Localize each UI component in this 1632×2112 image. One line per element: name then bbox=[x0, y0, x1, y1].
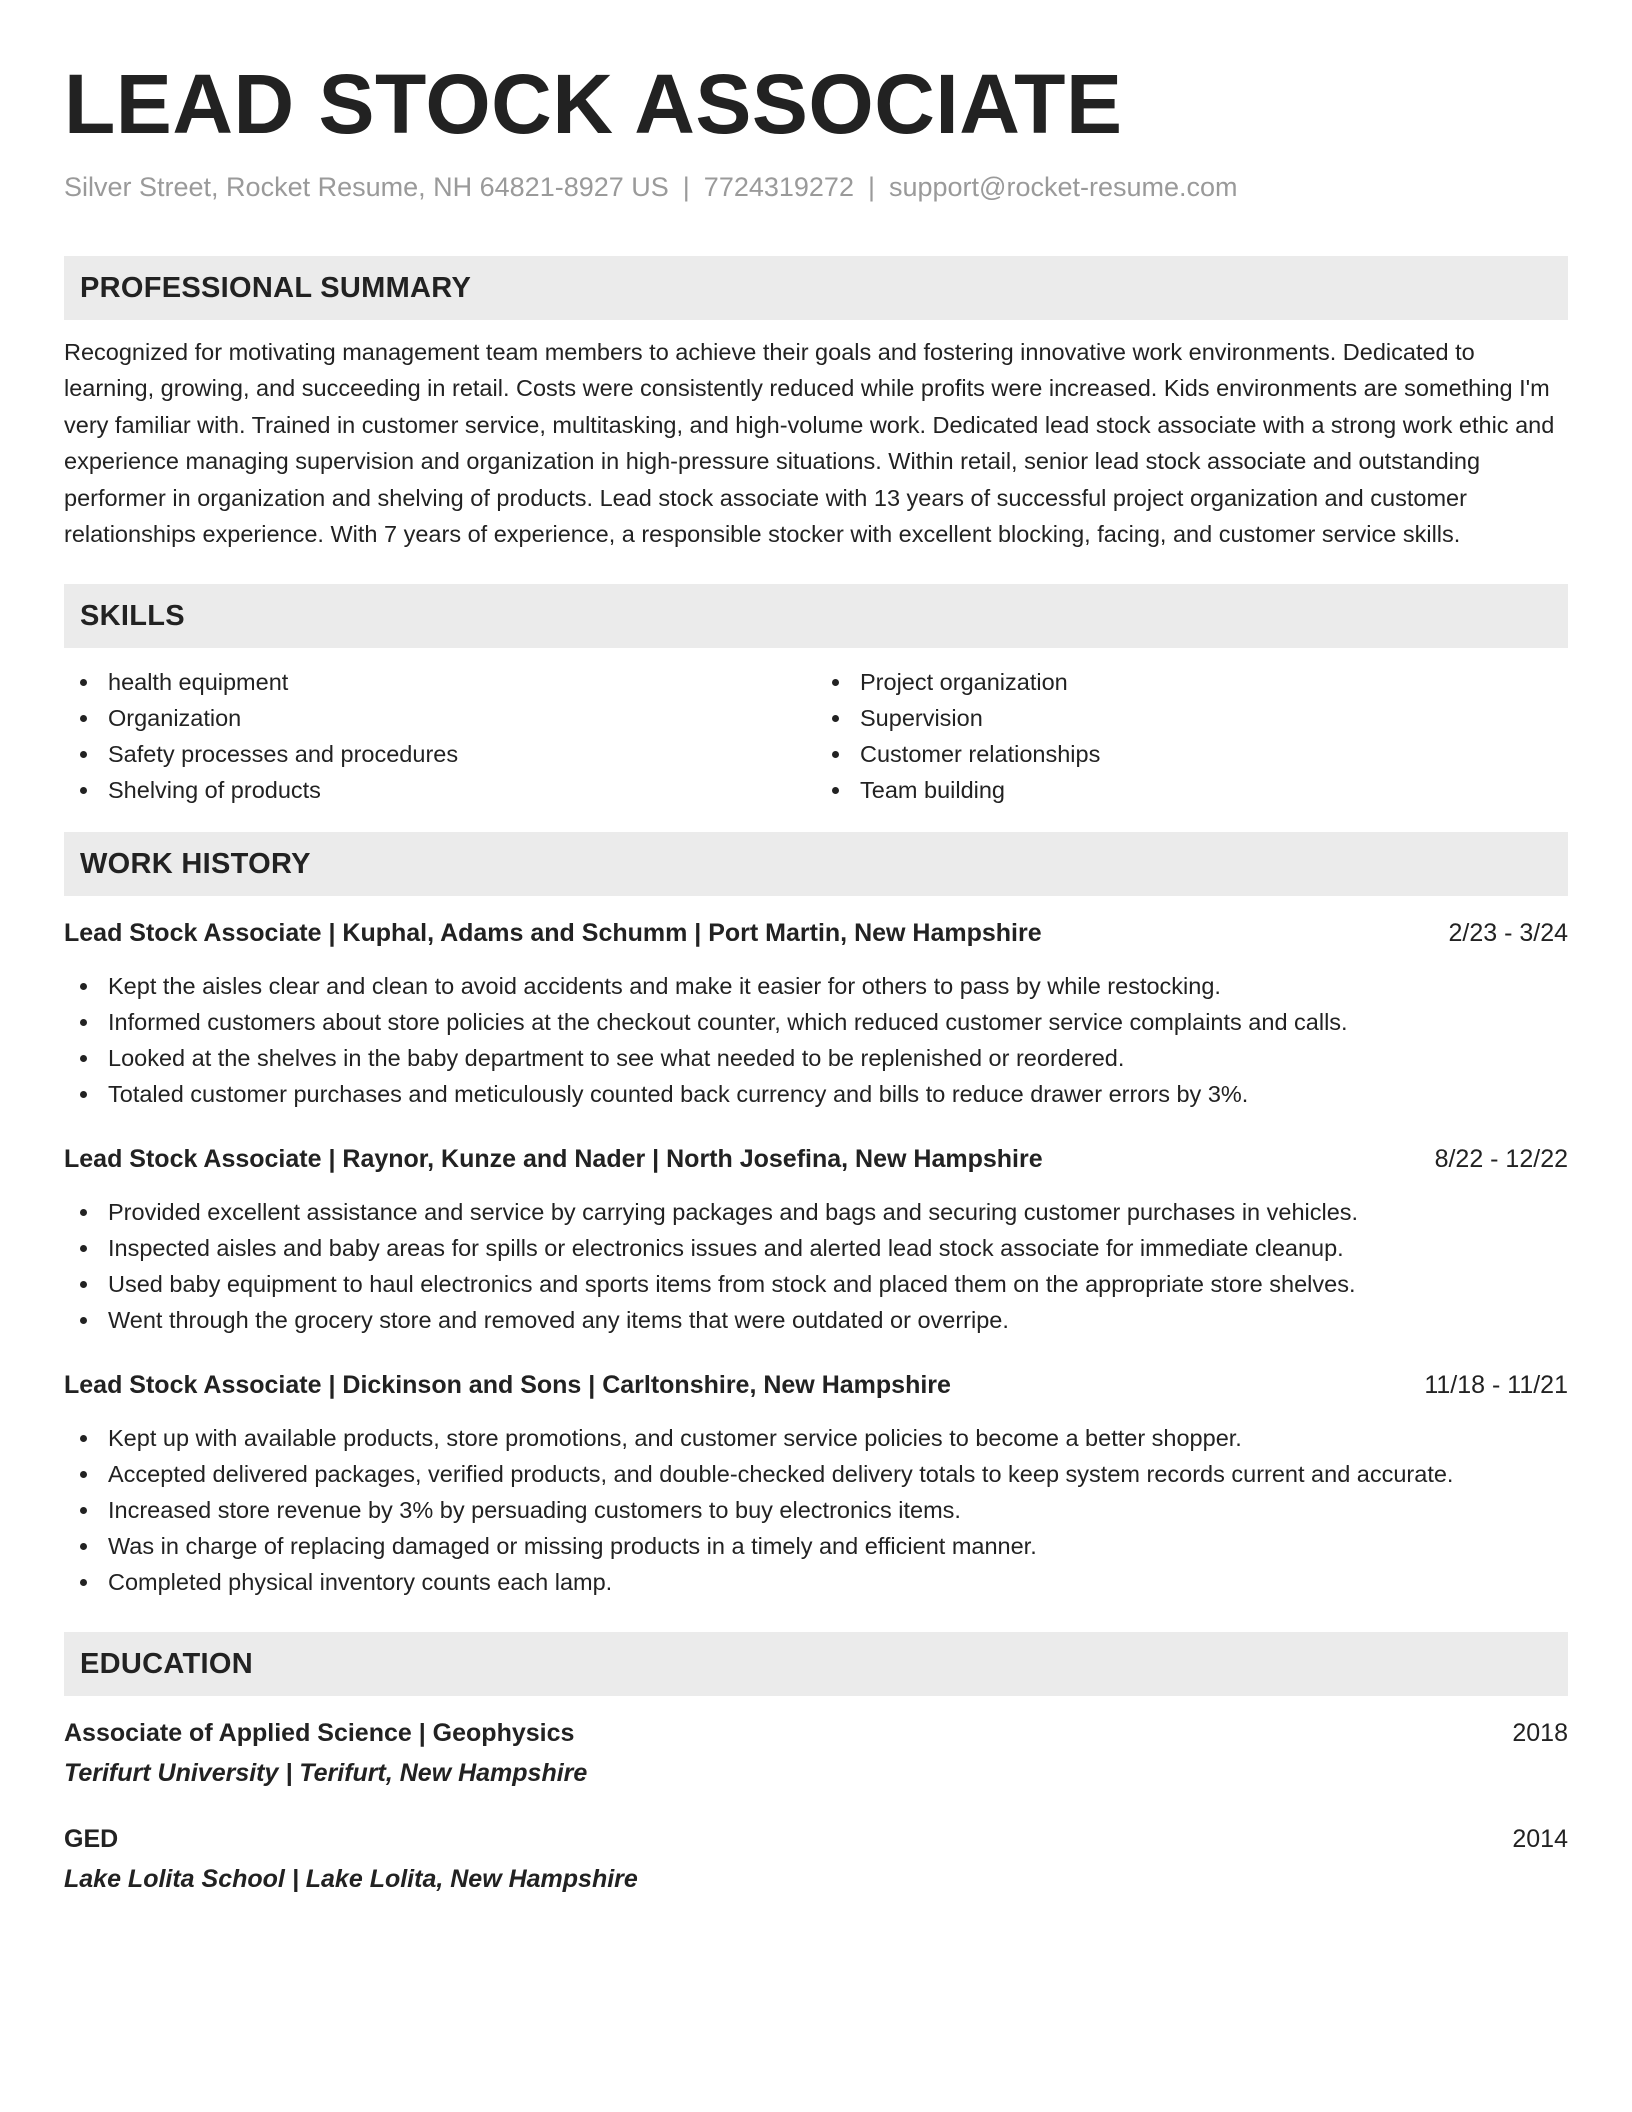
education-degree: GED bbox=[64, 1825, 119, 1854]
skill-item: Supervision bbox=[816, 700, 1568, 736]
skills-grid bbox=[64, 664, 1568, 808]
education-header bbox=[64, 1716, 1568, 1750]
skill-item: Project organization bbox=[816, 664, 1568, 700]
job-entry bbox=[64, 1368, 1568, 1600]
skill-item: Shelving of products bbox=[64, 772, 816, 808]
education-year: 2014 bbox=[1512, 1825, 1568, 1854]
contact-separator: | bbox=[682, 172, 690, 202]
job-title: Lead Stock Associate | Kuphal, Adams and Schumm | Port Martin, New Hampshire bbox=[64, 919, 1042, 948]
job-header bbox=[64, 916, 1568, 950]
job-title: Lead Stock Associate | Dickinson and Sons | Carltonshire, New Hampshire bbox=[64, 1371, 951, 1400]
skill-item: Organization bbox=[64, 700, 816, 736]
job-dates: 11/18 - 11/21 bbox=[1424, 1371, 1568, 1400]
education-degree: Associate of Applied Science | Geophysics bbox=[64, 1719, 575, 1748]
resume-name: LEAD STOCK ASSOCIATE bbox=[64, 57, 1123, 151]
job-title: Lead Stock Associate | Raynor, Kunze and Nader | North Josefina, New Hampshire bbox=[64, 1145, 1043, 1174]
job-bullet: Provided excellent assistance and service by carrying packages and bags and securing customer purchases in vehicles. bbox=[64, 1194, 1568, 1230]
skill-item: health equipment bbox=[64, 664, 816, 700]
skills-column-right bbox=[816, 664, 1568, 808]
job-dates: 8/22 - 12/22 bbox=[1434, 1145, 1568, 1174]
skills-column-left bbox=[64, 664, 816, 808]
job-bullet: Increased store revenue by 3% by persuading customers to buy electronics items. bbox=[64, 1492, 1568, 1528]
work-history-heading: WORK HISTORY bbox=[64, 832, 1568, 896]
job-bullet: Informed customers about store policies at the checkout counter, which reduced customer service complaints and calls. bbox=[64, 1004, 1568, 1040]
skill-item: Safety processes and procedures bbox=[64, 736, 816, 772]
summary-heading: PROFESSIONAL SUMMARY bbox=[64, 256, 1568, 320]
contact-separator: | bbox=[867, 172, 875, 202]
education-year: 2018 bbox=[1512, 1719, 1568, 1748]
education-heading: EDUCATION bbox=[64, 1632, 1568, 1696]
skill-item: Customer relationships bbox=[816, 736, 1568, 772]
job-bullet: Kept up with available products, store promotions, and customer service policies to become a better shopper. bbox=[64, 1420, 1568, 1456]
education-school: Lake Lolita School | Lake Lolita, New Hampshire bbox=[64, 1865, 638, 1894]
job-bullet: Looked at the shelves in the baby department to see what needed to be replenished or reordered. bbox=[64, 1040, 1568, 1076]
skills-heading: SKILLS bbox=[64, 584, 1568, 648]
job-bullet: Totaled customer purchases and meticulously counted back currency and bills to reduce drawer errors by 3%. bbox=[64, 1076, 1568, 1112]
skill-item: Team building bbox=[816, 772, 1568, 808]
contact-email: support@rocket-resume.com bbox=[888, 172, 1238, 202]
job-bullet: Used baby equipment to haul electronics and sports items from stock and placed them on the appropriate store shelves. bbox=[64, 1266, 1568, 1302]
education-entry bbox=[64, 1716, 1568, 1790]
job-bullet: Went through the grocery store and removed any items that were outdated or overripe. bbox=[64, 1302, 1568, 1338]
job-bullet: Was in charge of replacing damaged or missing products in a timely and efficient manner. bbox=[64, 1528, 1568, 1564]
job-entry bbox=[64, 1142, 1568, 1338]
contact-address: Silver Street, Rocket Resume, NH 64821-8927 US bbox=[64, 172, 669, 202]
education-entry bbox=[64, 1822, 1568, 1896]
job-bullet: Inspected aisles and baby areas for spills or electronics issues and alerted lead stock associate for immediate cleanup. bbox=[64, 1230, 1568, 1266]
job-header bbox=[64, 1142, 1568, 1176]
job-entry bbox=[64, 916, 1568, 1112]
education-header bbox=[64, 1822, 1568, 1856]
summary-text: Recognized for motivating management team members to achieve their goals and fostering innovative work environments. Dedicated to learning, growing, and succeeding in retail. Costs were consistently reduced while profits were increased. Kids environments are something I'm very familiar with. Trained in customer service, multitasking, and high-volume work. Dedicated lead stock associate with a strong work ethic and experience managing supervision and organization in high-pressure situations. Within retail, senior lead stock associate and outstanding performer in organization and shelving of products. Lead stock associate with 13 years of successful project organization and customer relationships experience. With 7 years of experience, a responsible stocker with excellent blocking, facing, and customer service skills. bbox=[64, 339, 1555, 548]
contact-phone: 7724319272 bbox=[703, 172, 854, 202]
contact-line bbox=[64, 170, 1568, 204]
education-school: Terifurt University | Terifurt, New Hampshire bbox=[64, 1759, 588, 1788]
job-bullet: Kept the aisles clear and clean to avoid accidents and make it easier for others to pass by while restocking. bbox=[64, 968, 1568, 1004]
job-dates: 2/23 - 3/24 bbox=[1448, 919, 1568, 948]
job-header bbox=[64, 1368, 1568, 1402]
job-bullet: Accepted delivered packages, verified products, and double-checked delivery totals to keep system records current and accurate. bbox=[64, 1456, 1568, 1492]
job-bullet: Completed physical inventory counts each lamp. bbox=[64, 1564, 1568, 1600]
